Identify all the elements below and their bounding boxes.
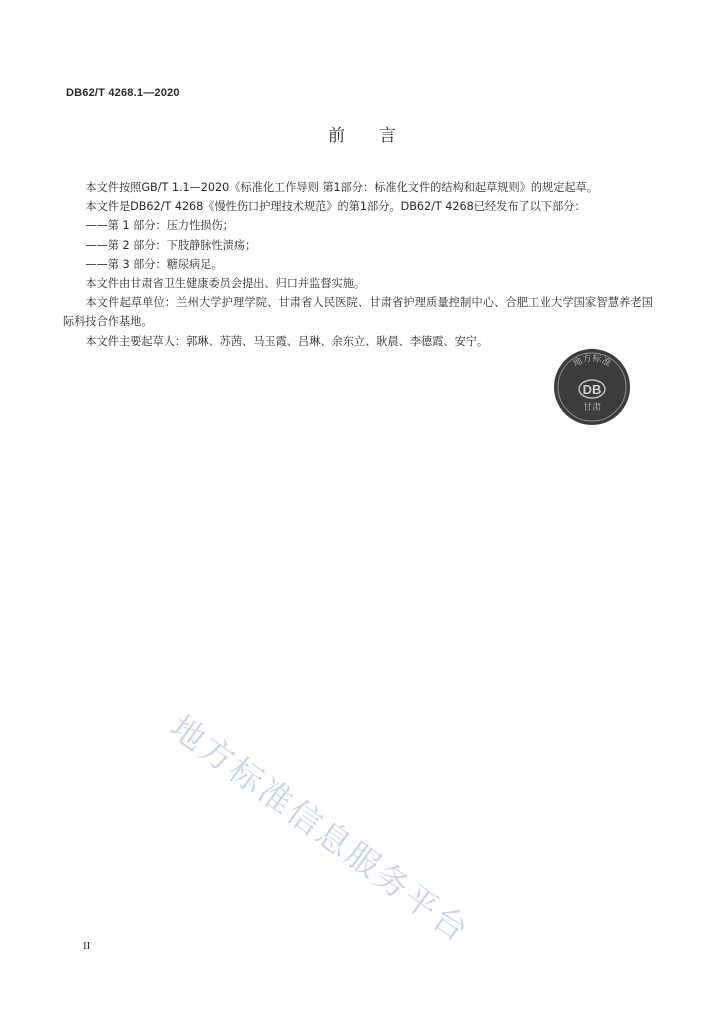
page-title: 前言 xyxy=(328,126,430,146)
document-number-header: DB62/T 4268.1—2020 xyxy=(66,87,180,99)
paragraph-document-part: 本文件是DB62/T 4268《慢性伤口护理技术规范》的第1部分。DB62/T 4268已经发布了以下部分： xyxy=(85,200,586,214)
paragraph-proposer: 本文件由甘肃省卫生健康委员会提出、归口并监督实施。 xyxy=(85,277,366,291)
paragraph-drafting-units: 本文件起草单位：兰州大学护理学院、甘肃省人民医院、甘肃省护理质量控制中心、合肥工业大学国家智慧养老国际科技合作基地。 xyxy=(63,296,653,329)
paragraph-drafters: 本文件主要起草人：郭琳、苏茜、马玉霞、吕琳、余东立、耿晨、李德霞、安宁。 xyxy=(85,334,489,348)
seal-top-text: 地方标准 xyxy=(571,353,613,370)
page-number: II xyxy=(83,940,91,952)
watermark-text: 地方标准信息服务平台 xyxy=(163,707,478,951)
paragraph-drafting-rules: 本文件按照GB/T 1.1—2020《标准化工作导则 第1部分：标准化文件的结构和起草规则》的规定起草。 xyxy=(85,181,598,194)
seal-bottom-text: 甘肃 xyxy=(582,403,602,413)
list-item-part-3: ——第 3 部分：糖尿病足。 xyxy=(85,257,223,271)
list-item-part-1: ——第 1 部分：压力性损伤； xyxy=(85,219,234,233)
db-seal-stamp xyxy=(552,347,632,427)
list-item-part-2: ——第 2 部分：下肢静脉性溃疡； xyxy=(85,238,257,252)
seal-mark: DB xyxy=(582,382,602,397)
foreword-body xyxy=(63,178,653,351)
